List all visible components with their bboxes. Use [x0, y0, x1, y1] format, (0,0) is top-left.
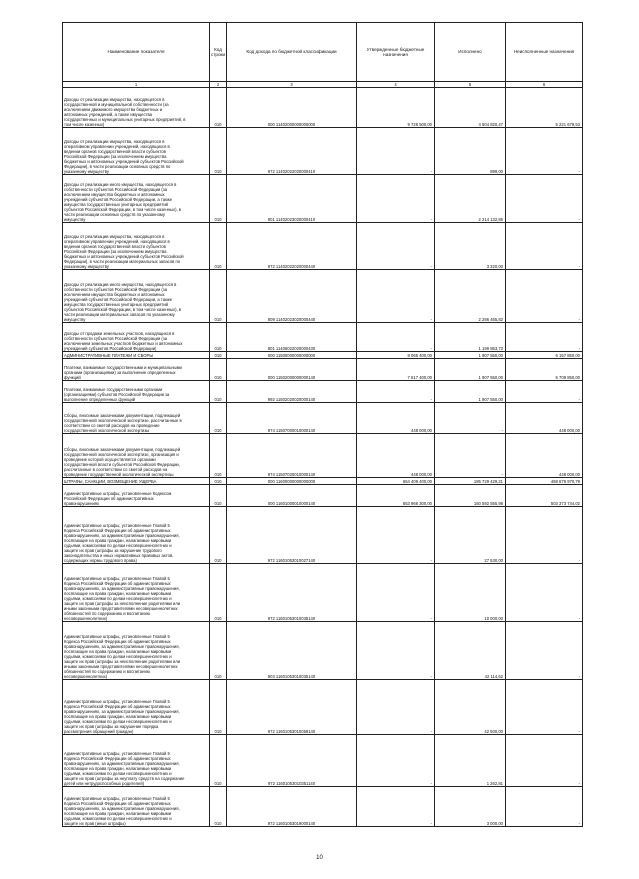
indicator-name: Платежи, взимаемые государственными органами (организациями) субъектов Российской Федерации за выполнение определенных функций: [63, 381, 210, 403]
budget-execution-table: [62, 22, 583, 827]
executed-amount: -: [435, 403, 506, 434]
indicator-name: Платежи, взимаемые государственными и муниципальными органами (организациями) за выполнение определенных функций: [63, 359, 210, 381]
indicator-name: Административные штрафы, установленные Главой 5 Кодекса Российской Федерации об административных правонарушениях, за административные правонарушения, посягающие на права граждан, налагаемые мировыми судьями, комиссиями по делам несовершеннолетних и защите их прав (штрафы за нарушение трудового законодательства и иных нормативных правовых актов, содержащих нормы трудового права): [63, 507, 210, 564]
remaining-amount: -: [506, 622, 583, 680]
executed-amount: 1 907 550,00: [435, 381, 506, 403]
indicator-name: Доходы от продажи земельных участков, находящихся в собственности субъектов Российской Федерации (за исключением земельных участков бюджетных и автономных учреждений субъектов Российской Федерации): [63, 323, 210, 352]
executed-amount: 899,00: [435, 128, 506, 175]
approved-amount: -: [357, 735, 435, 787]
table-row: [63, 735, 583, 787]
approved-amount: 9 726 500,00: [357, 88, 435, 128]
table-row: [63, 478, 583, 485]
approved-amount: 654 409 400,00: [357, 478, 435, 485]
column-number: 1: [63, 82, 210, 88]
remaining-amount: 448 000,00: [506, 403, 583, 434]
line-code: 010: [210, 485, 227, 507]
table-row: [63, 175, 583, 223]
table-row: [63, 323, 583, 352]
indicator-name: Доходы от реализации иного имущества, находящегося в собственности субъектов Российской Федерации (за исключением имущества бюджетных и автономных учреждений субъектов Российской Федерации, а также имущества государственных унитарных предприятий субъектов Российской Федерации, в том числе казенных), в части реализации основных средств по указанному имуществу: [63, 175, 210, 223]
table-row: [63, 485, 583, 507]
remaining-amount: -: [506, 680, 583, 735]
line-code: 010: [210, 128, 227, 175]
income-code: 972 11402022020000440: [227, 223, 357, 270]
remaining-amount: 5 709 850,00: [506, 359, 583, 381]
executed-amount: 185 729 429,21: [435, 478, 506, 485]
line-code: 010: [210, 352, 227, 359]
income-code: 972 11601053010027140: [227, 507, 357, 564]
remaining-amount: 5 221 679,53: [506, 88, 583, 128]
indicator-name: АДМИНИСТРАТИВНЫЕ ПЛАТЕЖИ И СБОРЫ: [63, 352, 210, 359]
approved-amount: -: [357, 564, 435, 622]
table-row: [63, 680, 583, 735]
executed-amount: 1 907 550,00: [435, 359, 506, 381]
indicator-name: Административные штрафы, установленные Главой 5 Кодекса Российской Федерации об административных правонарушениях, за административные правонарушения, посягающие на права граждан, налагаемые мировыми судьями, комиссиями по делам несовершеннолетних и защите их прав (штрафы за неисполнение родителями или иными законными представителями несовершеннолетних обязанностей по содержанию и воспитанию несовершеннолетних): [63, 622, 210, 680]
indicator-name: Административные штрафы, установленные Главой 5 Кодекса Российской Федерации об административных правонарушениях, за административные правонарушения, посягающие на права граждан, налагаемые мировыми судьями, комиссиями по делам несовершеннолетних и защите их прав (иные штрафы): [63, 787, 210, 827]
indicator-name: Доходы от реализации иного имущества, находящегося в собственности субъектов Российской Федерации (за исключением имущества бюджетных и автономных учреждений субъектов Российской Федерации, а также имущества государственных унитарных предприятий субъектов Российской Федерации, в том числе казенных), в части реализации материальных запасов по указанному имуществу: [63, 270, 210, 323]
income-code: 000 11502000000000140: [227, 359, 357, 381]
column-number: 2: [210, 82, 227, 88]
table-body: [63, 88, 583, 827]
approved-amount: -: [357, 128, 435, 175]
approved-amount: 448 000,00: [357, 403, 435, 434]
line-code: 010: [210, 507, 227, 564]
approved-amount: -: [357, 270, 435, 323]
table-row: [63, 622, 583, 680]
approved-amount: -: [357, 175, 435, 223]
line-code: 010: [210, 223, 227, 270]
remaining-amount: 503 373 744,02: [506, 485, 583, 507]
income-code: 972 11601053019000140: [227, 787, 357, 827]
line-code: 010: [210, 359, 227, 381]
table-row: [63, 403, 583, 434]
indicator-name: Сборы, вносимые заказчиками документации, подлежащей государственной экологической экспертизе, рассчитанные в соответствии со сметой расходов на проведение государственной экологической экспертизы: [63, 403, 210, 434]
line-code: 010: [210, 323, 227, 352]
remaining-amount: 468 679 970,79: [506, 478, 583, 485]
table-row: [63, 270, 583, 323]
income-code: 972 11601053010035140: [227, 564, 357, 622]
table-row: [63, 434, 583, 478]
income-code: 801 11402023020000410: [227, 175, 357, 223]
indicator-name: Административные штрафы, установленные Главой 5 Кодекса Российской Федерации об административных правонарушениях, за административные правонарушения, посягающие на права граждан, налагаемые мировыми судьями, комиссиями по делам несовершеннолетних и защите их прав (штрафы за неисполнение родителями или иными законными представителями несовершеннолетних обязанностей по содержанию и воспитанию несовершеннолетних): [63, 564, 210, 622]
header-executed: Исполнено: [435, 23, 506, 82]
indicator-name: Доходы от реализации имущества, находящегося в государственной и муниципальной собственности (за исключением движимого имущества бюджетных и автономных учреждений, а также имущества государственных и муниципальных унитарных предприятий, в том числе казенных): [63, 88, 210, 128]
page-number: 10: [316, 855, 323, 861]
line-code: 010: [210, 622, 227, 680]
column-number: 3: [227, 82, 357, 88]
indicator-name: Доходы от реализации имущества, находящегося в оперативном управлении учреждений, находящихся в ведении органов государственной власти субъектов Российской Федерации (за исключением имущества бюджетных и автономных учреждений субъектов Российской Федерации), в части реализации материальных запасов по указанному имуществу: [63, 223, 210, 270]
indicator-name: Административные штрафы, установленные Главой 5 Кодекса Российской Федерации об административных правонарушениях, за административные правонарушения, посягающие на права граждан, налагаемые мировыми судьями, комиссиями по делам несовершеннолетних и защите их прав (штрафы за неуплату средств на содержание детей или нетрудоспособных родителей): [63, 735, 210, 787]
line-code: 010: [210, 175, 227, 223]
table-row: [63, 507, 583, 564]
approved-amount: -: [357, 223, 435, 270]
remaining-amount: -: [506, 128, 583, 175]
remaining-amount: -: [506, 787, 583, 827]
indicator-name: Доходы от реализации имущества, находящегося в оперативном управлении учреждений, находящихся в ведении органов государственной власти субъектов Российской Федерации (за исключением имущества бюджетных и автономных учреждений субъектов Российской Федерации), в части реализации основных средств по указанному имуществу: [63, 128, 210, 175]
line-code: 010: [210, 564, 227, 622]
income-code: 000 11402000000000000: [227, 88, 357, 128]
executed-amount: 1 907 550,00: [435, 352, 506, 359]
remaining-amount: -: [506, 175, 583, 223]
line-code: 010: [210, 88, 227, 128]
approved-amount: -: [357, 680, 435, 735]
executed-amount: 4 504 820,47: [435, 88, 506, 128]
table-row: [63, 223, 583, 270]
indicator-name: Административные штрафы, установленные Главой 5 Кодекса Российской Федерации об административных правонарушениях, за административные правонарушения, посягающие на права граждан, налагаемые мировыми судьями, комиссиями по делам несовершеннолетних и защите их прав (штрафы за нарушение порядка рассмотрения обращений граждан): [63, 680, 210, 735]
line-code: 010: [210, 403, 227, 434]
remaining-amount: -: [506, 735, 583, 787]
approved-amount: -: [357, 323, 435, 352]
indicator-name: Сборы, вносимые заказчиками документации, подлежащей государственной экологической экспертизе, организация и проведение которой осуществляется органами государственной власти субъектов Российской Федерации, рассчитанные в соответствии со сметой расходов на проведение государственной экологической экспертизы: [63, 434, 210, 478]
table-row: [63, 128, 583, 175]
executed-amount: 2 286 465,82: [435, 270, 506, 323]
executed-amount: 27 530,00: [435, 507, 506, 564]
income-code: 000 11601000010000140: [227, 485, 357, 507]
header-approved: Утвержденные бюджетные назначения: [357, 23, 435, 82]
income-code: 000 11500000000000000: [227, 352, 357, 359]
remaining-amount: 6 157 850,00: [506, 352, 583, 359]
income-code: 801 11406022020000430: [227, 323, 357, 352]
table-row: [63, 564, 583, 622]
income-code: 972 11601053010351140: [227, 735, 357, 787]
approved-amount: 7 617 400,00: [357, 359, 435, 381]
approved-amount: -: [357, 507, 435, 564]
line-code: 010: [210, 478, 227, 485]
line-code: 010: [210, 270, 227, 323]
approved-amount: -: [357, 787, 435, 827]
executed-amount: 150 592 555,98: [435, 485, 506, 507]
column-number: 5: [435, 82, 506, 88]
column-number: 6: [506, 82, 583, 88]
executed-amount: 42 500,00: [435, 680, 506, 735]
line-code: 010: [210, 735, 227, 787]
line-code: 010: [210, 381, 227, 403]
indicator-name: ШТРАФЫ, САНКЦИИ, ВОЗМЕЩЕНИЕ УЩЕРБА: [63, 478, 210, 485]
executed-amount: 2 214 132,85: [435, 175, 506, 223]
executed-amount: 10 000,00: [435, 564, 506, 622]
income-code: 903 11601053010035140: [227, 622, 357, 680]
indicator-name: Административные штрафы, установленные Кодексом Российской Федерации об административных правонарушениях: [63, 485, 210, 507]
remaining-amount: -: [506, 381, 583, 403]
income-code: 972 11601053010059140: [227, 680, 357, 735]
table-row: [63, 352, 583, 359]
header-indicator-name: Наименование показателя: [63, 23, 210, 82]
column-number: 4: [357, 82, 435, 88]
approved-amount: -: [357, 381, 435, 403]
header-income-code: Код дохода по бюджетной классификации: [227, 23, 357, 82]
table-row: [63, 88, 583, 128]
line-code: 010: [210, 434, 227, 478]
income-code: 809 11402023020000440: [227, 270, 357, 323]
executed-amount: 1 262,81: [435, 735, 506, 787]
line-code: 010: [210, 680, 227, 735]
executed-amount: -: [435, 434, 506, 478]
line-code: 010: [210, 787, 227, 827]
table-row: [63, 359, 583, 381]
executed-amount: 3 320,00: [435, 223, 506, 270]
header-row: [63, 23, 583, 82]
income-code: 000 11600000000000000: [227, 478, 357, 485]
header-remaining: Неисполненные назначения: [506, 23, 583, 82]
approved-amount: 653 966 300,00: [357, 485, 435, 507]
income-code: 974 11507020010000140: [227, 434, 357, 478]
remaining-amount: 448 000,00: [506, 434, 583, 478]
remaining-amount: -: [506, 223, 583, 270]
executed-amount: 42 114,62: [435, 622, 506, 680]
income-code: 972 11402022020000410: [227, 128, 357, 175]
approved-amount: 8 065 400,00: [357, 352, 435, 359]
table-row: [63, 787, 583, 827]
header-line-code: Код строки: [210, 23, 227, 82]
executed-amount: 1 199 863,73: [435, 323, 506, 352]
approved-amount: -: [357, 622, 435, 680]
executed-amount: 3 000,00: [435, 787, 506, 827]
approved-amount: 448 000,00: [357, 434, 435, 478]
report-sheet: [62, 22, 582, 827]
income-code: 992 11502020020000140: [227, 381, 357, 403]
remaining-amount: -: [506, 564, 583, 622]
remaining-amount: -: [506, 323, 583, 352]
table-row: [63, 381, 583, 403]
income-code: 974 11507000010000140: [227, 403, 357, 434]
remaining-amount: -: [506, 270, 583, 323]
remaining-amount: -: [506, 507, 583, 564]
